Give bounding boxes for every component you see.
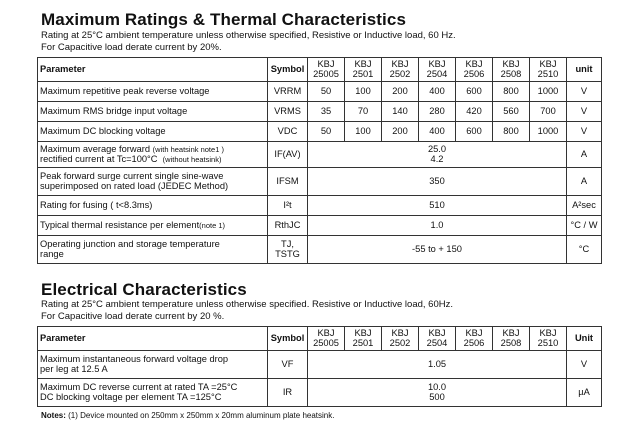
header-parameter: Parameter — [38, 327, 268, 351]
value-cell: 50 — [308, 82, 345, 102]
table-row — [38, 142, 602, 168]
row-unit: A²sec — [567, 196, 602, 216]
table-header-row — [38, 58, 602, 82]
value-cell: 800 — [493, 82, 530, 102]
electrical-derate-note: For Capacitive load derate current by 20 %. — [41, 311, 225, 322]
row-parameter: Rating for fusing ( t<8.3ms) — [38, 196, 268, 216]
header-part-2502: KBJ 2502 — [382, 327, 419, 351]
row-unit: A — [567, 142, 602, 168]
row-parameter: Maximum DC blocking voltage — [38, 122, 268, 142]
row-parameter: Maximum DC reverse current at rated TA =25°C DC blocking voltage per element TA =125°C — [38, 379, 268, 407]
header-part-2508: KBJ 2508 — [493, 58, 530, 82]
row-symbol: TJ, TSTG — [268, 236, 308, 264]
header-part-25005: KBJ 25005 — [308, 327, 345, 351]
row-symbol: I²t — [268, 196, 308, 216]
row-symbol: RthJC — [268, 216, 308, 236]
row-symbol: VDC — [268, 122, 308, 142]
row-symbol: IFSM — [268, 168, 308, 196]
value-cell: 1000 — [530, 82, 567, 102]
value-cell: 70 — [345, 102, 382, 122]
header-part-2504: KBJ 2504 — [419, 58, 456, 82]
merged-value-cell: 1.0 — [308, 216, 567, 236]
value-cell: 200 — [382, 82, 419, 102]
value-cell: 100 — [345, 82, 382, 102]
merged-value-cell: 1.05 — [308, 351, 567, 379]
merged-value-cell: 10.0 500 — [308, 379, 567, 407]
header-part-2502: KBJ 2502 — [382, 58, 419, 82]
row-symbol: IR — [268, 379, 308, 407]
table-row — [38, 351, 602, 379]
header-part-2510: KBJ 2510 — [530, 327, 567, 351]
value-cell: 800 — [493, 122, 530, 142]
table-row — [38, 82, 602, 102]
table-row — [38, 122, 602, 142]
table-header-row — [38, 327, 602, 351]
value-cell: 35 — [308, 102, 345, 122]
header-part-2506: KBJ 2506 — [456, 327, 493, 351]
row-unit: V — [567, 82, 602, 102]
table-row — [38, 236, 602, 264]
electrical-characteristics-table — [37, 326, 602, 407]
thermal-ratings-table — [37, 57, 602, 264]
footnote: Notes: (1) Device mounted on 250mm x 250mm x 20mm aluminum plate heatsink. — [41, 411, 335, 420]
header-parameter: Parameter — [38, 58, 268, 82]
header-part-2504: KBJ 2504 — [419, 327, 456, 351]
electrical-rating-note: Rating at 25°C ambient temperature unless otherwise specified. Resistive or Inductive load, 60Hz. — [41, 299, 453, 310]
header-part-2501: KBJ 2501 — [345, 58, 382, 82]
header-unit: Unit — [567, 327, 602, 351]
value-cell: 140 — [382, 102, 419, 122]
value-cell: 1000 — [530, 122, 567, 142]
table-row — [38, 216, 602, 236]
row-parameter: Typical thermal resistance per element(note 1) — [38, 216, 268, 236]
table-row — [38, 196, 602, 216]
row-unit: µA — [567, 379, 602, 407]
row-parameter: Operating junction and storage temperature range — [38, 236, 268, 264]
header-part-2508: KBJ 2508 — [493, 327, 530, 351]
value-cell: 100 — [345, 122, 382, 142]
row-unit: V — [567, 102, 602, 122]
header-part-2510: KBJ 2510 — [530, 58, 567, 82]
value-cell: 600 — [456, 82, 493, 102]
value-cell: 50 — [308, 122, 345, 142]
value-cell: 400 — [419, 82, 456, 102]
row-parameter: Peak forward surge current single sine-wave superimposed on rated load (JEDEC Method) — [38, 168, 268, 196]
value-cell: 280 — [419, 102, 456, 122]
merged-value-cell: 350 — [308, 168, 567, 196]
thermal-derate-note: For Capacitive load derate current by 20%. — [41, 42, 222, 53]
row-unit: °C / W — [567, 216, 602, 236]
row-unit: V — [567, 122, 602, 142]
header-part-25005: KBJ 25005 — [308, 58, 345, 82]
row-parameter: Maximum RMS bridge input voltage — [38, 102, 268, 122]
value-cell: 560 — [493, 102, 530, 122]
table-row — [38, 102, 602, 122]
value-cell: 420 — [456, 102, 493, 122]
row-symbol: VRRM — [268, 82, 308, 102]
electrical-section-title: Electrical Characteristics — [41, 280, 247, 299]
header-unit: unit — [567, 58, 602, 82]
value-cell: 200 — [382, 122, 419, 142]
thermal-section-title: Maximum Ratings & Thermal Characteristics — [41, 10, 406, 29]
row-unit: A — [567, 168, 602, 196]
row-symbol: VF — [268, 351, 308, 379]
value-cell: 600 — [456, 122, 493, 142]
row-unit: V — [567, 351, 602, 379]
table-row — [38, 168, 602, 196]
header-symbol: Symbol — [268, 58, 308, 82]
value-cell: 700 — [530, 102, 567, 122]
row-symbol: VRMS — [268, 102, 308, 122]
header-part-2501: KBJ 2501 — [345, 327, 382, 351]
row-unit: °C — [567, 236, 602, 264]
merged-value-cell: 25.0 4.2 — [308, 142, 567, 168]
thermal-rating-note: Rating at 25°C ambient temperature unless otherwise specified, Resistive or Inductive load, 60 Hz. — [41, 30, 456, 41]
row-parameter: Maximum repetitive peak reverse voltage — [38, 82, 268, 102]
table-row — [38, 379, 602, 407]
row-parameter: Maximum instantaneous forward voltage drop per leg at 12.5 A — [38, 351, 268, 379]
merged-value-cell: -55 to + 150 — [308, 236, 567, 264]
header-part-2506: KBJ 2506 — [456, 58, 493, 82]
row-symbol: IF(AV) — [268, 142, 308, 168]
row-parameter: Maximum average forward (with heatsink note1 ) rectified current at Tc=100°C (without heatsink) — [38, 142, 268, 168]
value-cell: 400 — [419, 122, 456, 142]
header-symbol: Symbol — [268, 327, 308, 351]
merged-value-cell: 510 — [308, 196, 567, 216]
